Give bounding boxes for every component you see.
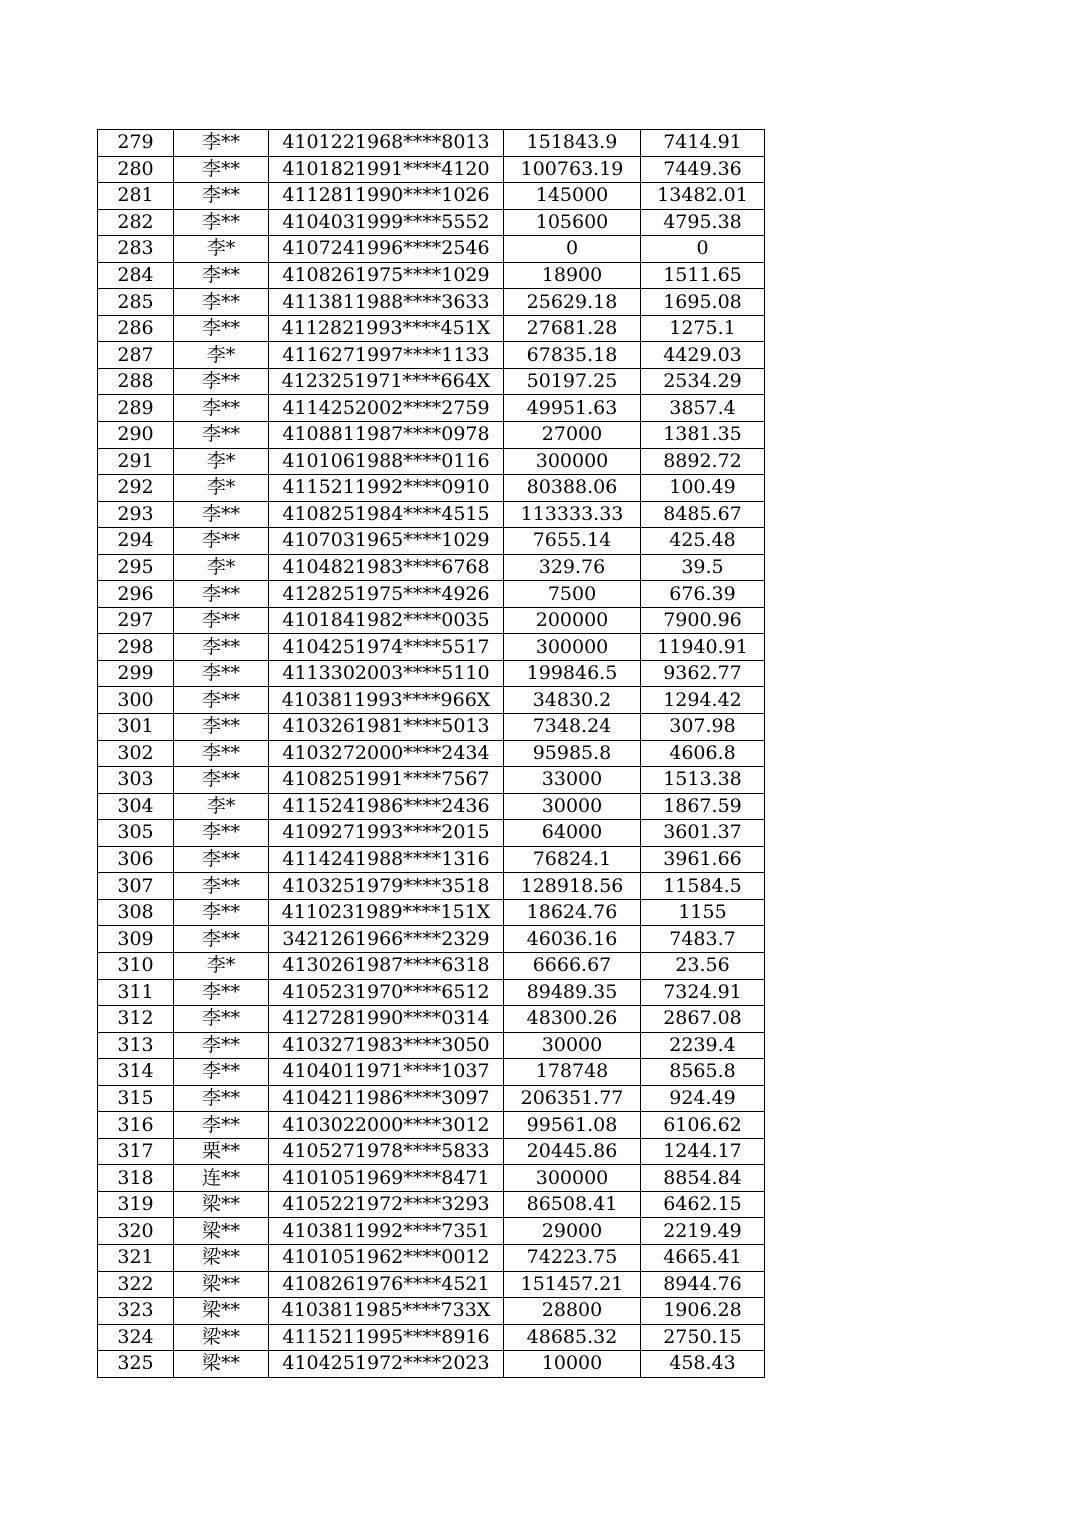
row-number-cell: 283 <box>98 236 174 263</box>
table-row <box>98 448 765 475</box>
id-number-cell: 4115211995****8916 <box>269 1324 504 1351</box>
row-number-cell: 303 <box>98 767 174 794</box>
value-cell: 1695.08 <box>641 289 765 316</box>
value-cell: 8892.72 <box>641 448 765 475</box>
value-cell: 1513.38 <box>641 767 765 794</box>
amount-cell: 74223.75 <box>504 1244 641 1271</box>
value-cell: 3601.37 <box>641 820 765 847</box>
id-number-cell: 4109271993****2015 <box>269 820 504 847</box>
row-number-cell: 318 <box>98 1165 174 1192</box>
row-number-cell: 319 <box>98 1191 174 1218</box>
value-cell: 0 <box>641 236 765 263</box>
value-cell: 1155 <box>641 899 765 926</box>
table-row <box>98 1006 765 1033</box>
row-number-cell: 307 <box>98 873 174 900</box>
value-cell: 9362.77 <box>641 660 765 687</box>
name-cell: 李* <box>174 793 269 820</box>
row-number-cell: 286 <box>98 315 174 342</box>
name-cell: 李* <box>174 952 269 979</box>
table-row <box>98 1059 765 1086</box>
name-cell: 栗** <box>174 1138 269 1165</box>
amount-cell: 64000 <box>504 820 641 847</box>
value-cell: 8944.76 <box>641 1271 765 1298</box>
name-cell: 梁** <box>174 1271 269 1298</box>
value-cell: 2239.4 <box>641 1032 765 1059</box>
name-cell: 李* <box>174 236 269 263</box>
amount-cell: 50197.25 <box>504 368 641 395</box>
name-cell: 梁** <box>174 1218 269 1245</box>
value-cell: 2867.08 <box>641 1006 765 1033</box>
table-row <box>98 1298 765 1325</box>
id-number-cell: 4113811988****3633 <box>269 289 504 316</box>
row-number-cell: 304 <box>98 793 174 820</box>
name-cell: 李** <box>174 714 269 741</box>
row-number-cell: 296 <box>98 581 174 608</box>
value-cell: 1867.59 <box>641 793 765 820</box>
amount-cell: 145000 <box>504 183 641 210</box>
row-number-cell: 322 <box>98 1271 174 1298</box>
id-number-cell: 4103022000****3012 <box>269 1112 504 1139</box>
id-number-cell: 4112811990****1026 <box>269 183 504 210</box>
id-number-cell: 4105271978****5833 <box>269 1138 504 1165</box>
id-number-cell: 4103811992****7351 <box>269 1218 504 1245</box>
table-row <box>98 289 765 316</box>
table-row <box>98 607 765 634</box>
name-cell: 李** <box>174 873 269 900</box>
id-number-cell: 4101221968****8013 <box>269 130 504 157</box>
value-cell: 6462.15 <box>641 1191 765 1218</box>
table-row <box>98 1165 765 1192</box>
name-cell: 李** <box>174 846 269 873</box>
name-cell: 李* <box>174 448 269 475</box>
value-cell: 1511.65 <box>641 262 765 289</box>
value-cell: 11584.5 <box>641 873 765 900</box>
amount-cell: 0 <box>504 236 641 263</box>
row-number-cell: 309 <box>98 926 174 953</box>
id-number-cell: 4107241996****2546 <box>269 236 504 263</box>
id-number-cell: 4101051962****0012 <box>269 1244 504 1271</box>
id-number-cell: 4101051969****8471 <box>269 1165 504 1192</box>
id-number-cell: 4103251979****3518 <box>269 873 504 900</box>
table-row <box>98 767 765 794</box>
id-number-cell: 4104251972****2023 <box>269 1351 504 1378</box>
amount-cell: 300000 <box>504 1165 641 1192</box>
amount-cell: 25629.18 <box>504 289 641 316</box>
table-row <box>98 793 765 820</box>
name-cell: 李** <box>174 740 269 767</box>
row-number-cell: 313 <box>98 1032 174 1059</box>
id-number-cell: 4101841982****0035 <box>269 607 504 634</box>
row-number-cell: 290 <box>98 422 174 449</box>
amount-cell: 300000 <box>504 634 641 661</box>
amount-cell: 7500 <box>504 581 641 608</box>
amount-cell: 86508.41 <box>504 1191 641 1218</box>
name-cell: 李** <box>174 926 269 953</box>
name-cell: 李** <box>174 581 269 608</box>
amount-cell: 29000 <box>504 1218 641 1245</box>
value-cell: 2750.15 <box>641 1324 765 1351</box>
row-number-cell: 289 <box>98 395 174 422</box>
table-row <box>98 1112 765 1139</box>
amount-cell: 105600 <box>504 209 641 236</box>
value-cell: 7900.96 <box>641 607 765 634</box>
value-cell: 458.43 <box>641 1351 765 1378</box>
id-number-cell: 4104031999****5552 <box>269 209 504 236</box>
amount-cell: 20445.86 <box>504 1138 641 1165</box>
row-number-cell: 299 <box>98 660 174 687</box>
name-cell: 李** <box>174 1085 269 1112</box>
value-cell: 1381.35 <box>641 422 765 449</box>
amount-cell: 30000 <box>504 793 641 820</box>
id-number-cell: 4115211992****0910 <box>269 475 504 502</box>
table-row <box>98 342 765 369</box>
id-number-cell: 4104011971****1037 <box>269 1059 504 1086</box>
table-row <box>98 475 765 502</box>
table-row <box>98 528 765 555</box>
table-row <box>98 660 765 687</box>
table-row <box>98 714 765 741</box>
name-cell: 李** <box>174 1032 269 1059</box>
name-cell: 李** <box>174 979 269 1006</box>
table-row <box>98 183 765 210</box>
name-cell: 李** <box>174 395 269 422</box>
name-cell: 李** <box>174 156 269 183</box>
id-number-cell: 4103261981****5013 <box>269 714 504 741</box>
value-cell: 6106.62 <box>641 1112 765 1139</box>
name-cell: 李* <box>174 475 269 502</box>
row-number-cell: 298 <box>98 634 174 661</box>
id-number-cell: 4107031965****1029 <box>269 528 504 555</box>
value-cell: 1275.1 <box>641 315 765 342</box>
data-table <box>97 129 765 1378</box>
value-cell: 7414.91 <box>641 130 765 157</box>
value-cell: 100.49 <box>641 475 765 502</box>
table-row <box>98 1138 765 1165</box>
name-cell: 梁** <box>174 1244 269 1271</box>
value-cell: 1244.17 <box>641 1138 765 1165</box>
name-cell: 李** <box>174 528 269 555</box>
value-cell: 2534.29 <box>641 368 765 395</box>
table-body <box>98 130 765 1378</box>
value-cell: 1906.28 <box>641 1298 765 1325</box>
id-number-cell: 4127281990****0314 <box>269 1006 504 1033</box>
row-number-cell: 281 <box>98 183 174 210</box>
name-cell: 李** <box>174 1112 269 1139</box>
name-cell: 梁** <box>174 1191 269 1218</box>
amount-cell: 67835.18 <box>504 342 641 369</box>
amount-cell: 95985.8 <box>504 740 641 767</box>
row-number-cell: 291 <box>98 448 174 475</box>
value-cell: 4795.38 <box>641 209 765 236</box>
id-number-cell: 4101061988****0116 <box>269 448 504 475</box>
row-number-cell: 293 <box>98 501 174 528</box>
amount-cell: 113333.33 <box>504 501 641 528</box>
table-row <box>98 899 765 926</box>
amount-cell: 46036.16 <box>504 926 641 953</box>
row-number-cell: 316 <box>98 1112 174 1139</box>
value-cell: 39.5 <box>641 554 765 581</box>
name-cell: 李** <box>174 767 269 794</box>
row-number-cell: 315 <box>98 1085 174 1112</box>
value-cell: 23.56 <box>641 952 765 979</box>
row-number-cell: 321 <box>98 1244 174 1271</box>
id-number-cell: 4104251974****5517 <box>269 634 504 661</box>
id-number-cell: 4108251991****7567 <box>269 767 504 794</box>
name-cell: 李** <box>174 607 269 634</box>
id-number-cell: 4110231989****151X <box>269 899 504 926</box>
name-cell: 李** <box>174 1006 269 1033</box>
table-row <box>98 130 765 157</box>
name-cell: 李** <box>174 899 269 926</box>
id-number-cell: 4103811993****966X <box>269 687 504 714</box>
name-cell: 连** <box>174 1165 269 1192</box>
row-number-cell: 282 <box>98 209 174 236</box>
id-number-cell: 4103272000****2434 <box>269 740 504 767</box>
amount-cell: 27000 <box>504 422 641 449</box>
id-number-cell: 4104821983****6768 <box>269 554 504 581</box>
amount-cell: 7655.14 <box>504 528 641 555</box>
row-number-cell: 311 <box>98 979 174 1006</box>
id-number-cell: 4108251984****4515 <box>269 501 504 528</box>
value-cell: 4665.41 <box>641 1244 765 1271</box>
row-number-cell: 279 <box>98 130 174 157</box>
amount-cell: 48685.32 <box>504 1324 641 1351</box>
value-cell: 7324.91 <box>641 979 765 1006</box>
row-number-cell: 288 <box>98 368 174 395</box>
value-cell: 8485.67 <box>641 501 765 528</box>
name-cell: 李** <box>174 1059 269 1086</box>
value-cell: 1294.42 <box>641 687 765 714</box>
table-row <box>98 1191 765 1218</box>
id-number-cell: 4103811985****733X <box>269 1298 504 1325</box>
id-number-cell: 4108261975****1029 <box>269 262 504 289</box>
value-cell: 8565.8 <box>641 1059 765 1086</box>
row-number-cell: 294 <box>98 528 174 555</box>
amount-cell: 178748 <box>504 1059 641 1086</box>
table-row <box>98 1218 765 1245</box>
amount-cell: 6666.67 <box>504 952 641 979</box>
table-row <box>98 315 765 342</box>
table-row <box>98 1324 765 1351</box>
name-cell: 李** <box>174 209 269 236</box>
amount-cell: 18900 <box>504 262 641 289</box>
table-row <box>98 979 765 1006</box>
value-cell: 924.49 <box>641 1085 765 1112</box>
amount-cell: 48300.26 <box>504 1006 641 1033</box>
id-number-cell: 4123251971****664X <box>269 368 504 395</box>
id-number-cell: 4104211986****3097 <box>269 1085 504 1112</box>
name-cell: 李** <box>174 262 269 289</box>
amount-cell: 7348.24 <box>504 714 641 741</box>
table-row <box>98 820 765 847</box>
id-number-cell: 4105231970****6512 <box>269 979 504 1006</box>
id-number-cell: 4113302003****5110 <box>269 660 504 687</box>
amount-cell: 128918.56 <box>504 873 641 900</box>
id-number-cell: 4116271997****1133 <box>269 342 504 369</box>
id-number-cell: 4108811987****0978 <box>269 422 504 449</box>
table-row <box>98 1271 765 1298</box>
name-cell: 李** <box>174 422 269 449</box>
id-number-cell: 4130261987****6318 <box>269 952 504 979</box>
row-number-cell: 297 <box>98 607 174 634</box>
table-row <box>98 395 765 422</box>
value-cell: 3857.4 <box>641 395 765 422</box>
id-number-cell: 3421261966****2329 <box>269 926 504 953</box>
amount-cell: 49951.63 <box>504 395 641 422</box>
amount-cell: 33000 <box>504 767 641 794</box>
name-cell: 李** <box>174 368 269 395</box>
amount-cell: 151457.21 <box>504 1271 641 1298</box>
name-cell: 梁** <box>174 1298 269 1325</box>
table-row <box>98 422 765 449</box>
name-cell: 李** <box>174 315 269 342</box>
row-number-cell: 310 <box>98 952 174 979</box>
name-cell: 梁** <box>174 1324 269 1351</box>
value-cell: 307.98 <box>641 714 765 741</box>
name-cell: 李** <box>174 687 269 714</box>
row-number-cell: 280 <box>98 156 174 183</box>
value-cell: 425.48 <box>641 528 765 555</box>
table-row <box>98 634 765 661</box>
value-cell: 8854.84 <box>641 1165 765 1192</box>
name-cell: 李* <box>174 554 269 581</box>
row-number-cell: 302 <box>98 740 174 767</box>
row-number-cell: 292 <box>98 475 174 502</box>
amount-cell: 100763.19 <box>504 156 641 183</box>
amount-cell: 329.76 <box>504 554 641 581</box>
table-row <box>98 687 765 714</box>
row-number-cell: 305 <box>98 820 174 847</box>
row-number-cell: 317 <box>98 1138 174 1165</box>
table-row <box>98 581 765 608</box>
id-number-cell: 4101821991****4120 <box>269 156 504 183</box>
id-number-cell: 4128251975****4926 <box>269 581 504 608</box>
amount-cell: 200000 <box>504 607 641 634</box>
table-row <box>98 1244 765 1271</box>
id-number-cell: 4114252002****2759 <box>269 395 504 422</box>
name-cell: 梁** <box>174 1351 269 1378</box>
row-number-cell: 312 <box>98 1006 174 1033</box>
amount-cell: 206351.77 <box>504 1085 641 1112</box>
id-number-cell: 4115241986****2436 <box>269 793 504 820</box>
value-cell: 7449.36 <box>641 156 765 183</box>
row-number-cell: 325 <box>98 1351 174 1378</box>
name-cell: 李** <box>174 130 269 157</box>
id-number-cell: 4108261976****4521 <box>269 1271 504 1298</box>
row-number-cell: 285 <box>98 289 174 316</box>
row-number-cell: 320 <box>98 1218 174 1245</box>
row-number-cell: 301 <box>98 714 174 741</box>
row-number-cell: 323 <box>98 1298 174 1325</box>
value-cell: 11940.91 <box>641 634 765 661</box>
value-cell: 2219.49 <box>641 1218 765 1245</box>
amount-cell: 300000 <box>504 448 641 475</box>
value-cell: 13482.01 <box>641 183 765 210</box>
table-row <box>98 926 765 953</box>
amount-cell: 30000 <box>504 1032 641 1059</box>
value-cell: 7483.7 <box>641 926 765 953</box>
row-number-cell: 284 <box>98 262 174 289</box>
amount-cell: 151843.9 <box>504 130 641 157</box>
amount-cell: 80388.06 <box>504 475 641 502</box>
table-row <box>98 501 765 528</box>
name-cell: 李** <box>174 289 269 316</box>
table-row <box>98 156 765 183</box>
table-row <box>98 873 765 900</box>
name-cell: 李** <box>174 183 269 210</box>
amount-cell: 199846.5 <box>504 660 641 687</box>
value-cell: 4429.03 <box>641 342 765 369</box>
table-row <box>98 846 765 873</box>
name-cell: 李** <box>174 660 269 687</box>
id-number-cell: 4112821993****451X <box>269 315 504 342</box>
table-row <box>98 554 765 581</box>
id-number-cell: 4105221972****3293 <box>269 1191 504 1218</box>
table-row <box>98 236 765 263</box>
amount-cell: 10000 <box>504 1351 641 1378</box>
row-number-cell: 308 <box>98 899 174 926</box>
table-row <box>98 952 765 979</box>
value-cell: 4606.8 <box>641 740 765 767</box>
id-number-cell: 4103271983****3050 <box>269 1032 504 1059</box>
row-number-cell: 324 <box>98 1324 174 1351</box>
name-cell: 李** <box>174 634 269 661</box>
table-row <box>98 740 765 767</box>
amount-cell: 28800 <box>504 1298 641 1325</box>
row-number-cell: 300 <box>98 687 174 714</box>
value-cell: 676.39 <box>641 581 765 608</box>
amount-cell: 27681.28 <box>504 315 641 342</box>
id-number-cell: 4114241988****1316 <box>269 846 504 873</box>
row-number-cell: 306 <box>98 846 174 873</box>
table-row <box>98 262 765 289</box>
table-row <box>98 209 765 236</box>
table-row <box>98 1085 765 1112</box>
name-cell: 李** <box>174 501 269 528</box>
table-row <box>98 1032 765 1059</box>
row-number-cell: 314 <box>98 1059 174 1086</box>
row-number-cell: 287 <box>98 342 174 369</box>
amount-cell: 99561.08 <box>504 1112 641 1139</box>
amount-cell: 18624.76 <box>504 899 641 926</box>
table-row <box>98 1351 765 1378</box>
name-cell: 李* <box>174 342 269 369</box>
amount-cell: 76824.1 <box>504 846 641 873</box>
table-row <box>98 368 765 395</box>
row-number-cell: 295 <box>98 554 174 581</box>
name-cell: 李** <box>174 820 269 847</box>
amount-cell: 89489.35 <box>504 979 641 1006</box>
value-cell: 3961.66 <box>641 846 765 873</box>
amount-cell: 34830.2 <box>504 687 641 714</box>
